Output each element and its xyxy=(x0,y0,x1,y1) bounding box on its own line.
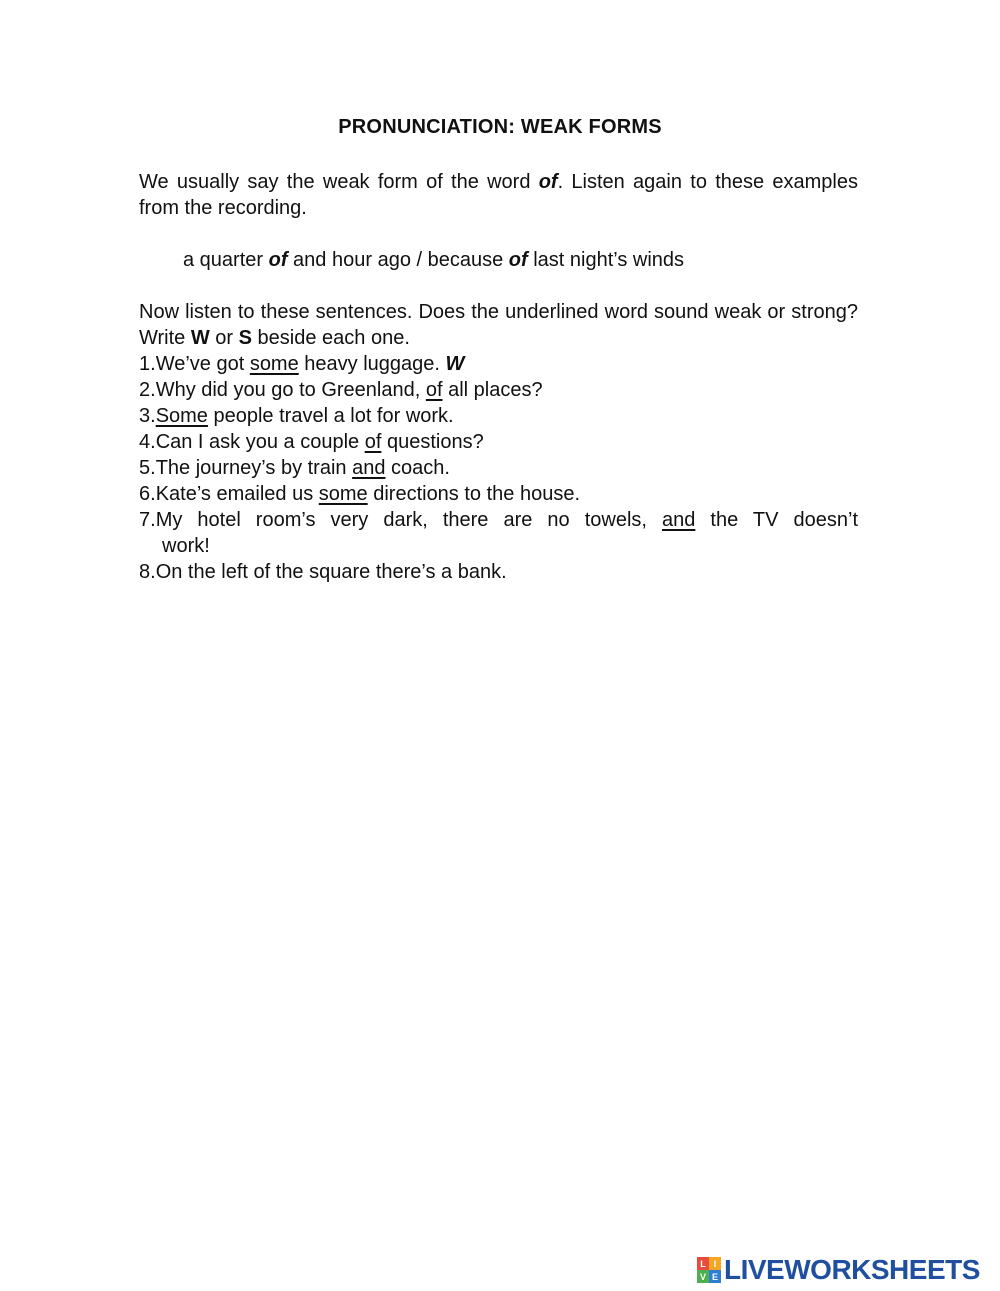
item-number: 6. xyxy=(139,483,156,505)
underlined-word: some xyxy=(318,483,368,505)
intro-text-end: . Listen again to these examples from the recording. xyxy=(139,171,858,219)
underlined-word: of xyxy=(364,431,382,453)
item-text: Can I ask you a couple xyxy=(155,431,365,453)
instructions-text-mid: or xyxy=(209,327,239,349)
item-text-end: questions? xyxy=(381,431,484,453)
list-item-continuation xyxy=(139,533,858,559)
list-item xyxy=(139,455,858,481)
logo-text: LIVEWORKSHEETS xyxy=(724,1254,980,1285)
item-text: On the left of the square there’s a bank. xyxy=(155,561,507,583)
item-text: Why did you go to Greenland, xyxy=(155,379,426,401)
item-number: 7. xyxy=(139,509,156,531)
item-text: We’ve got xyxy=(155,353,250,375)
page-title: PRONUNCIATION: WEAK FORMS xyxy=(338,116,662,138)
instructions-text: Now listen to these sentences. Does the underlined word sound weak or strong? Write xyxy=(139,301,858,349)
item-number: 5. xyxy=(139,457,156,479)
logo-mark-icon: L I V E xyxy=(697,1257,721,1283)
liveworksheets-logo xyxy=(697,1255,980,1285)
underlined-word: Some xyxy=(155,405,208,427)
answer-field[interactable]: W xyxy=(445,353,465,375)
sentence-list xyxy=(139,351,858,585)
item-text: The journey’s by train xyxy=(155,457,353,479)
underlined-word: of xyxy=(425,379,443,401)
example-line xyxy=(183,247,684,273)
instructions-paragraph xyxy=(139,299,858,351)
list-item xyxy=(139,377,858,403)
list-item xyxy=(139,429,858,455)
item-number: 3. xyxy=(139,405,156,427)
item-text: My hotel room’s very dark, there are no towels, xyxy=(155,509,662,531)
underlined-word: some xyxy=(249,353,299,375)
list-item xyxy=(139,507,858,533)
list-item xyxy=(139,403,858,429)
intro-text: We usually say the weak form of the word xyxy=(139,171,539,193)
item-number: 4. xyxy=(139,431,156,453)
item-text-end: all places? xyxy=(442,379,543,401)
example-text-2: and hour ago / because xyxy=(287,249,509,271)
instructions-text-end: beside each one. xyxy=(252,327,410,349)
instructions-strong-letter: S xyxy=(238,327,252,349)
list-item xyxy=(139,559,858,585)
item-text-end: coach. xyxy=(385,457,450,479)
example-keyword-2: of xyxy=(508,249,528,271)
list-item xyxy=(139,481,858,507)
item-number: 1. xyxy=(139,353,156,375)
item-text-end: the TV doesn’t xyxy=(695,509,858,531)
item-text-continued: work! xyxy=(162,535,210,557)
underlined-word: and xyxy=(662,509,696,531)
item-text-end: heavy luggage. xyxy=(298,353,446,375)
list-item xyxy=(139,351,858,377)
example-keyword-1: of xyxy=(268,249,288,271)
instructions-weak-letter: W xyxy=(190,327,210,349)
intro-keyword: of xyxy=(538,171,558,193)
intro-paragraph xyxy=(139,169,858,221)
item-text-end: people travel a lot for work. xyxy=(207,405,454,427)
underlined-word: and xyxy=(352,457,386,479)
item-number: 2. xyxy=(139,379,156,401)
example-text-3: last night’s winds xyxy=(527,249,685,271)
item-text: Kate’s emailed us xyxy=(155,483,319,505)
item-number: 8. xyxy=(139,561,156,583)
item-text-end: directions to the house. xyxy=(367,483,581,505)
example-text-1: a quarter xyxy=(183,249,269,271)
